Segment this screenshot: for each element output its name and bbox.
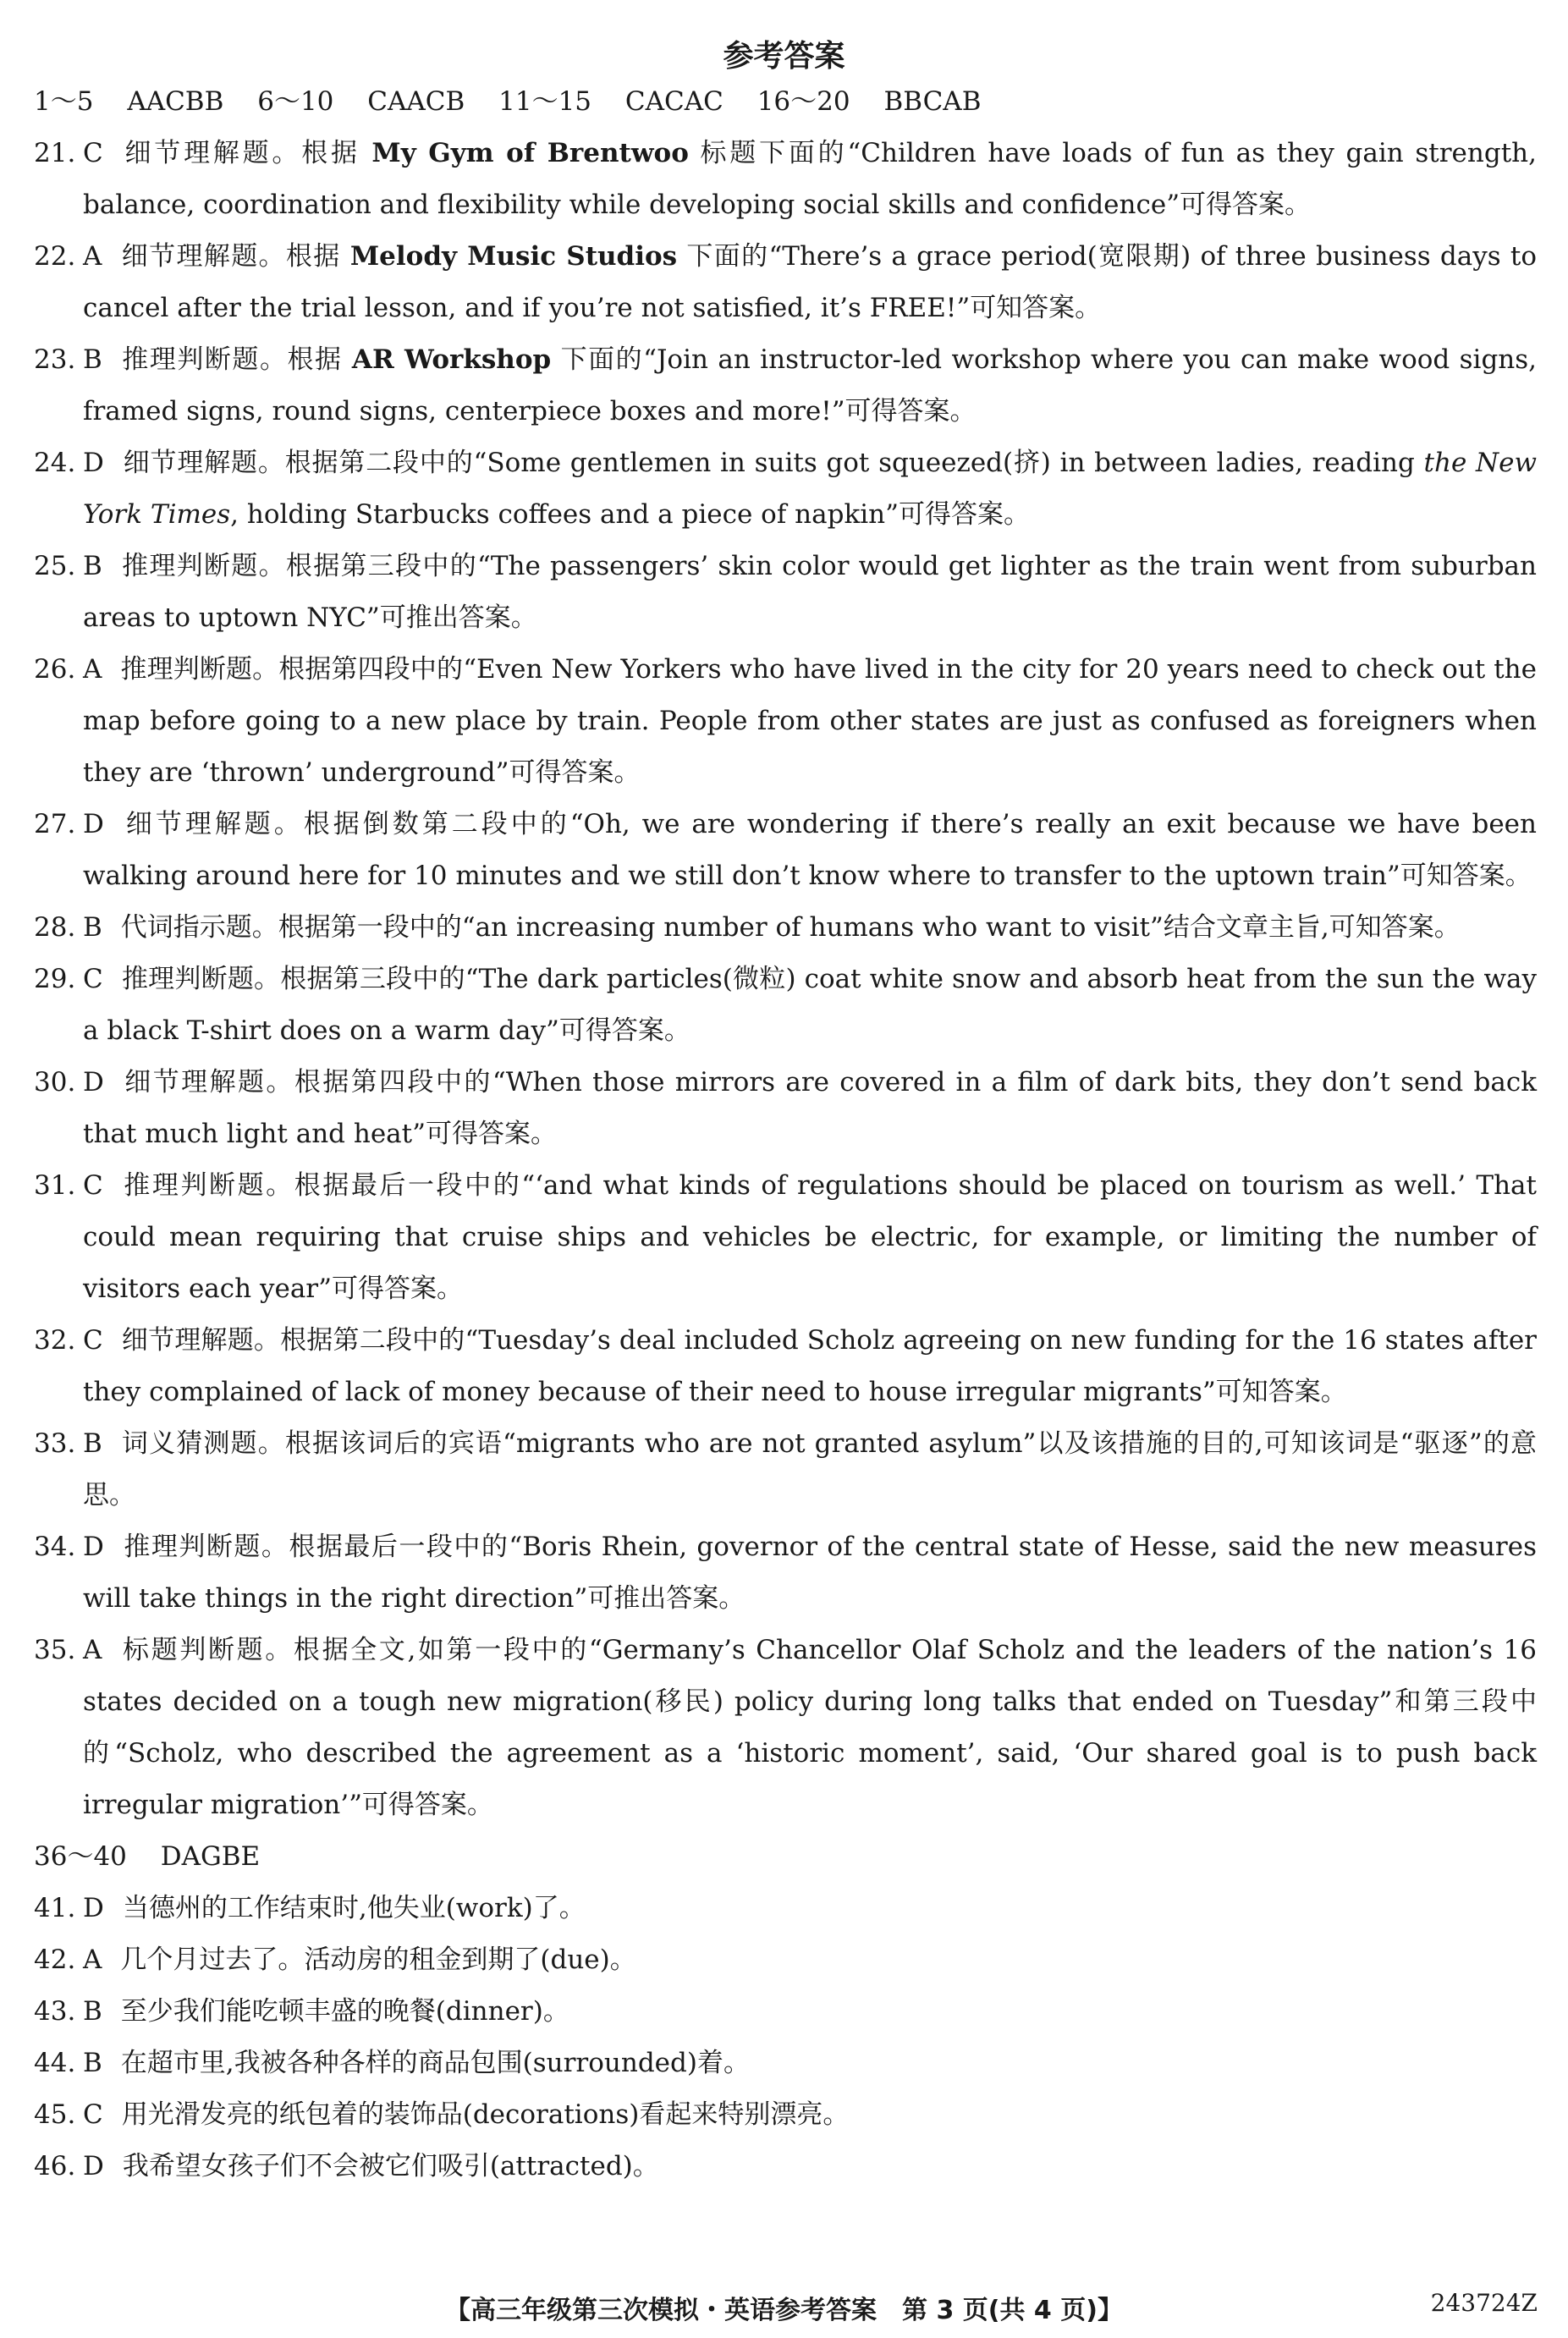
item-key: C xyxy=(83,1170,103,1201)
explanation-bold: My Gym of Brentwoo xyxy=(371,138,689,168)
item-key: D xyxy=(83,1532,104,1562)
answers-line-36-40 xyxy=(34,1831,1537,1883)
item-number: 45. xyxy=(34,2099,76,2130)
answers-line-1-20 xyxy=(34,76,1537,128)
document-code: 243724Z xyxy=(1430,2289,1538,2317)
item-key: C xyxy=(83,138,103,168)
explanation-text: 词义猜测题。根据该词后的宾语“migrants who are not granted asylum”以及该措施的目的,可知该词是“驱逐”的意思。 xyxy=(83,1428,1537,1510)
item-key: B xyxy=(83,1428,102,1459)
item-key: A xyxy=(83,1635,102,1665)
item-key: D xyxy=(83,1067,104,1097)
item-number: 29. xyxy=(34,964,76,994)
explanation-post: 下面的“There’s a grace period(宽限期) of three business days to cancel after the trial lesson, and if you’re not satisfied, it’s FREE!”可知答案。 xyxy=(83,241,1538,323)
item-number: 30. xyxy=(34,1067,76,1097)
explanation-text: 推理判断题。根据第四段中的“Even New Yorkers who have lived in the city for 20 years need to check out the map before going to a new place by train. People from other states are just as confused as foreigners when they are ‘thrown’ underground”可得答案。 xyxy=(83,654,1537,788)
answer-item xyxy=(34,2038,1537,2089)
answer-item xyxy=(34,902,1537,954)
item-number: 34. xyxy=(34,1532,76,1562)
explanation-text: 细节理解题。根据倒数第二段中的“Oh, we are wondering if there’s really an exit because we have been walking around here for 10 minutes and we still don’t know where to transfer to the uptown train”可知答案。 xyxy=(83,809,1537,891)
answer-content xyxy=(34,76,1537,2192)
range-label: 36～40 xyxy=(34,1841,127,1872)
answer-item xyxy=(34,1934,1537,1986)
answer-item xyxy=(34,541,1537,644)
explanation-text: 代词指示题。根据第一段中的“an increasing number of humans who want to visit”结合文章主旨,可知答案。 xyxy=(120,912,1461,943)
item-key: B xyxy=(83,1996,102,2027)
item-key: C xyxy=(83,1325,103,1356)
item-number: 46. xyxy=(34,2151,76,2181)
range-answers: BBCAB xyxy=(883,86,982,117)
item-key: B xyxy=(83,551,102,581)
explanation-bold: Melody Music Studios xyxy=(349,241,678,272)
item-number: 44. xyxy=(34,2048,76,2078)
range-answers: DAGBE xyxy=(160,1841,261,1872)
item-number: 22. xyxy=(34,241,76,272)
item-key: C xyxy=(83,964,103,994)
explanation-text: 细节理解题。根据第四段中的“When those mirrors are covered in a film of dark bits, they don’t send back that much light and heat”可得答案。 xyxy=(83,1067,1537,1149)
item-key: D xyxy=(83,809,104,839)
item-number: 35. xyxy=(34,1635,76,1665)
item-key: B xyxy=(83,912,102,943)
item-number: 21. xyxy=(34,138,76,168)
answer-item xyxy=(34,334,1537,437)
answer-item xyxy=(34,437,1537,541)
explanation-text: 当德州的工作结束时,他失业(work)了。 xyxy=(122,1893,586,1923)
item-key: A xyxy=(83,654,102,685)
explanation-text: 标题判断题。根据全文,如第一段中的“Germany’s Chancellor Olaf Scholz and the leaders of the nation’s 16 states decided on a tough new migration(移民) policy during long talks that ended on Tuesday”和第三段中的“Scholz, who described the agreement as a ‘historic moment’, said, ‘Our shared goal is to push back irregular migration’”可得答案。 xyxy=(83,1635,1537,1820)
answer-item xyxy=(34,1625,1537,1831)
explanation-post: 下面的“Join an instructor-led workshop where you can make wood signs, framed signs, round signs, centerpiece boxes and more!”可得答案。 xyxy=(83,344,1538,426)
item-key: B xyxy=(83,344,102,375)
item-number: 28. xyxy=(34,912,76,943)
item-key: D xyxy=(83,2151,104,2181)
explanation-text: 在超市里,我被各种各样的商品包围(surrounded)着。 xyxy=(120,2048,750,2078)
explanation-text: 细节理解题。根据第二段中的“Tuesday’s deal included Scholz agreeing on new funding for the 16 states after they complained of lack of money because of their need to house irregular migrants”可知答案。 xyxy=(83,1325,1537,1407)
item-key: D xyxy=(83,1893,104,1923)
answer-item xyxy=(34,1160,1537,1315)
explanation-pre: 推理判断题。根据 xyxy=(120,344,343,375)
answer-item xyxy=(34,1315,1537,1418)
answer-item xyxy=(34,2089,1537,2141)
answer-item xyxy=(34,1418,1537,1521)
explanation-post: 标题下面的“Children have loads of fun as they gain strength, balance, coordination and flexibility while developing social skills and confidence”可得答案。 xyxy=(83,138,1537,220)
item-key: C xyxy=(83,2099,103,2130)
explanation-italic: the New York Times xyxy=(83,448,1537,530)
answer-item xyxy=(34,128,1537,231)
item-number: 27. xyxy=(34,809,76,839)
explanation-text: 推理判断题。根据第三段中的“The passengers’ skin color would get lighter as the train went from suburban areas to uptown NYC”可推出答案。 xyxy=(83,551,1537,633)
item-key: B xyxy=(83,2048,102,2078)
range-answers: CACAC xyxy=(624,86,723,117)
item-key: D xyxy=(83,448,104,478)
range-label: 11～15 xyxy=(498,86,592,117)
explanation-text: 用光滑发亮的纸包着的装饰品(decorations)看起来特别漂亮。 xyxy=(121,2099,850,2130)
item-number: 32. xyxy=(34,1325,76,1356)
answer-item xyxy=(34,1521,1537,1625)
range-label: 16～20 xyxy=(756,86,850,117)
item-number: 24. xyxy=(34,448,76,478)
explanation-pre: 细节理解题。根据第二段中的“Some gentlemen in suits got squeezed(挤) in between ladies, reading xyxy=(122,448,1415,478)
item-key: A xyxy=(83,1945,102,1975)
answer-item xyxy=(34,644,1537,799)
range-label: 6～10 xyxy=(257,86,334,117)
explanation-pre: 细节理解题。根据 xyxy=(120,241,341,272)
range-label: 1～5 xyxy=(34,86,94,117)
explanation-text: 推理判断题。根据最后一段中的“Boris Rhein, governor of the central state of Hesse, said the new measures will take things in the right direction”可推出答案。 xyxy=(83,1532,1537,1614)
answer-item xyxy=(34,231,1537,334)
item-number: 31. xyxy=(34,1170,76,1201)
explanation-pre: 细节理解题。根据 xyxy=(121,138,360,168)
item-number: 26. xyxy=(34,654,76,685)
page-title: 参考答案 xyxy=(723,39,845,74)
answer-item xyxy=(34,1883,1537,1934)
explanation-text: 至少我们能吃顿丰盛的晚餐(dinner)。 xyxy=(120,1996,569,2027)
item-number: 23. xyxy=(34,344,76,375)
explanation-bold: AR Workshop xyxy=(351,344,552,375)
answer-item xyxy=(34,1057,1537,1160)
answer-item xyxy=(34,954,1537,1057)
page-footer: 【高三年级第三次模拟・英语参考答案 第 3 页(共 4 页)】 xyxy=(445,2296,1123,2325)
answer-item xyxy=(34,799,1537,902)
item-key: A xyxy=(83,241,102,272)
item-number: 33. xyxy=(34,1428,76,1459)
explanation-text: 推理判断题。根据第三段中的“The dark particles(微粒) coat white snow and absorb heat from the sun the way a black T-shirt does on a warm day”可得答案。 xyxy=(83,964,1537,1046)
item-number: 42. xyxy=(34,1945,76,1975)
item-number: 41. xyxy=(34,1893,76,1923)
item-number: 25. xyxy=(34,551,76,581)
range-answers: AACBB xyxy=(127,86,224,117)
answer-item xyxy=(34,2141,1537,2192)
range-answers: CAACB xyxy=(367,86,465,117)
explanation-text: 推理判断题。根据最后一段中的“‘and what kinds of regulations should be placed on tourism as well.’ That could mean requiring that cruise ships and vehicles be electric, for example, or limiting the number of visitors each year”可得答案。 xyxy=(83,1170,1537,1304)
explanation-post: , holding Starbucks coffees and a piece of napkin”可得答案。 xyxy=(230,499,1030,530)
explanation-text: 几个月过去了。活动房的租金到期了(due)。 xyxy=(120,1945,636,1975)
answer-item xyxy=(34,1986,1537,2038)
item-number: 43. xyxy=(34,1996,76,2027)
explanation-text: 我希望女孩子们不会被它们吸引(attracted)。 xyxy=(122,2151,659,2181)
